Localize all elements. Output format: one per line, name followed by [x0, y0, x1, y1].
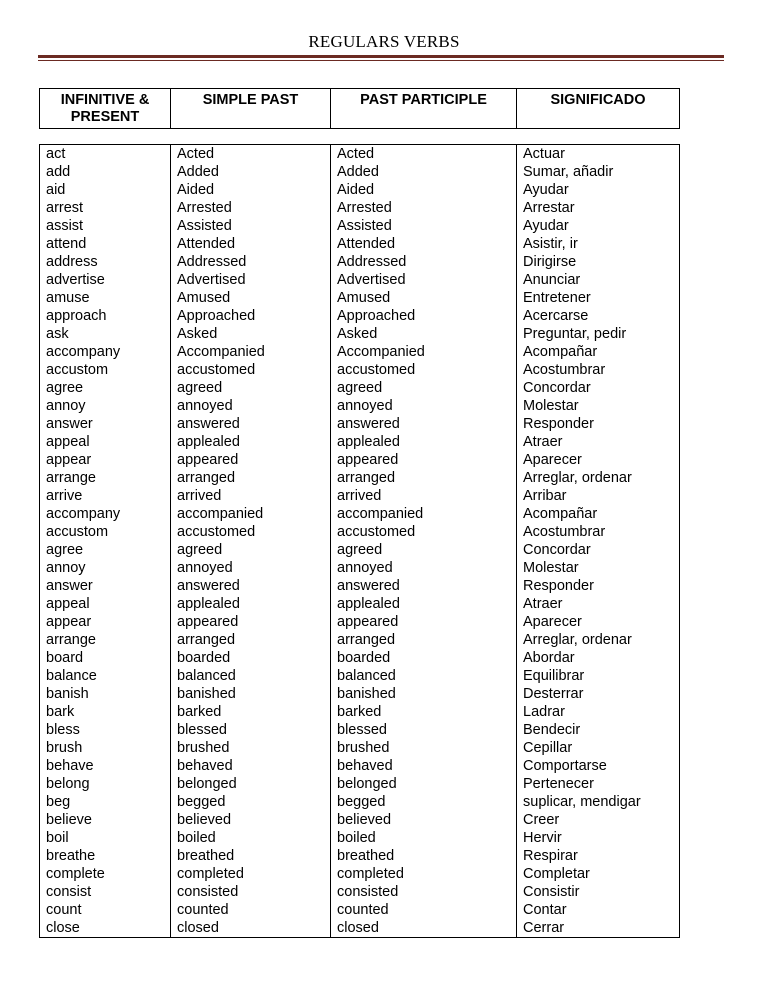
- past-participle-cell: Arrested: [331, 199, 517, 217]
- significado-cell: Concordar: [517, 379, 680, 397]
- simple-past-cell: barked: [171, 703, 331, 721]
- infinitive-cell: act: [40, 145, 171, 164]
- significado-cell: Actuar: [517, 145, 680, 164]
- past-participle-cell: Acted: [331, 145, 517, 164]
- simple-past-cell: brushed: [171, 739, 331, 757]
- table-row: [40, 847, 680, 865]
- significado-cell: Respirar: [517, 847, 680, 865]
- table-row: [40, 883, 680, 901]
- significado-cell: Comportarse: [517, 757, 680, 775]
- infinitive-cell: behave: [40, 757, 171, 775]
- infinitive-cell: bark: [40, 703, 171, 721]
- past-participle-cell: arranged: [331, 469, 517, 487]
- infinitive-cell: arrest: [40, 199, 171, 217]
- simple-past-cell: agreed: [171, 379, 331, 397]
- significado-cell: Responder: [517, 415, 680, 433]
- significado-cell: Responder: [517, 577, 680, 595]
- table-row: [40, 595, 680, 613]
- past-participle-cell: completed: [331, 865, 517, 883]
- past-participle-cell: accustomed: [331, 361, 517, 379]
- infinitive-cell: attend: [40, 235, 171, 253]
- significado-cell: Arrestar: [517, 199, 680, 217]
- table-row: [40, 289, 680, 307]
- table-row: [40, 901, 680, 919]
- infinitive-cell: amuse: [40, 289, 171, 307]
- past-participle-cell: counted: [331, 901, 517, 919]
- header-table: [39, 88, 680, 129]
- simple-past-cell: counted: [171, 901, 331, 919]
- table-row: [40, 253, 680, 271]
- past-participle-cell: answered: [331, 577, 517, 595]
- table-row: [40, 181, 680, 199]
- infinitive-cell: agree: [40, 379, 171, 397]
- past-participle-cell: boarded: [331, 649, 517, 667]
- significado-cell: Ayudar: [517, 217, 680, 235]
- past-participle-cell: applealed: [331, 433, 517, 451]
- past-participle-cell: closed: [331, 919, 517, 938]
- significado-cell: Aparecer: [517, 451, 680, 469]
- table-row: [40, 865, 680, 883]
- past-participle-cell: Addressed: [331, 253, 517, 271]
- simple-past-cell: accustomed: [171, 361, 331, 379]
- header-infinitive: INFINITIVE & PRESENT: [40, 89, 171, 129]
- title-rule-thin: [38, 60, 724, 61]
- table-row: [40, 343, 680, 361]
- past-participle-cell: blessed: [331, 721, 517, 739]
- infinitive-cell: assist: [40, 217, 171, 235]
- significado-cell: Arreglar, ordenar: [517, 631, 680, 649]
- infinitive-cell: approach: [40, 307, 171, 325]
- past-participle-cell: annoyed: [331, 559, 517, 577]
- past-participle-cell: applealed: [331, 595, 517, 613]
- infinitive-cell: annoy: [40, 559, 171, 577]
- past-participle-cell: consisted: [331, 883, 517, 901]
- infinitive-cell: answer: [40, 415, 171, 433]
- infinitive-cell: accustom: [40, 361, 171, 379]
- simple-past-cell: closed: [171, 919, 331, 938]
- past-participle-cell: Amused: [331, 289, 517, 307]
- table-row: [40, 559, 680, 577]
- infinitive-cell: banish: [40, 685, 171, 703]
- significado-cell: Cerrar: [517, 919, 680, 938]
- significado-cell: Equilibrar: [517, 667, 680, 685]
- infinitive-cell: advertise: [40, 271, 171, 289]
- infinitive-cell: appeal: [40, 433, 171, 451]
- simple-past-cell: Advertised: [171, 271, 331, 289]
- simple-past-cell: begged: [171, 793, 331, 811]
- table-row: [40, 199, 680, 217]
- past-participle-cell: Approached: [331, 307, 517, 325]
- past-participle-cell: agreed: [331, 379, 517, 397]
- simple-past-cell: appeared: [171, 613, 331, 631]
- table-row: [40, 361, 680, 379]
- simple-past-cell: boarded: [171, 649, 331, 667]
- past-participle-cell: belonged: [331, 775, 517, 793]
- infinitive-cell: agree: [40, 541, 171, 559]
- infinitive-cell: arrange: [40, 469, 171, 487]
- table-row: [40, 217, 680, 235]
- header-simple-past: SIMPLE PAST: [171, 89, 331, 129]
- infinitive-cell: accompany: [40, 343, 171, 361]
- significado-cell: Acostumbrar: [517, 523, 680, 541]
- simple-past-cell: accustomed: [171, 523, 331, 541]
- significado-cell: Entretener: [517, 289, 680, 307]
- table-row: [40, 757, 680, 775]
- significado-cell: Pertenecer: [517, 775, 680, 793]
- table-row: [40, 505, 680, 523]
- header-past-participle: PAST PARTICIPLE: [331, 89, 517, 129]
- simple-past-cell: Attended: [171, 235, 331, 253]
- table-row: [40, 613, 680, 631]
- simple-past-cell: Accompanied: [171, 343, 331, 361]
- simple-past-cell: applealed: [171, 595, 331, 613]
- past-participle-cell: balanced: [331, 667, 517, 685]
- past-participle-cell: Asked: [331, 325, 517, 343]
- past-participle-cell: appeared: [331, 451, 517, 469]
- significado-cell: Acercarse: [517, 307, 680, 325]
- simple-past-cell: belonged: [171, 775, 331, 793]
- header-significado: SIGNIFICADO: [517, 89, 680, 129]
- infinitive-cell: belong: [40, 775, 171, 793]
- table-row: [40, 829, 680, 847]
- table-row: [40, 487, 680, 505]
- table-row: [40, 397, 680, 415]
- table-row: [40, 811, 680, 829]
- simple-past-cell: Aided: [171, 181, 331, 199]
- past-participle-cell: arranged: [331, 631, 517, 649]
- simple-past-cell: appeared: [171, 451, 331, 469]
- table-row: [40, 451, 680, 469]
- infinitive-cell: arrange: [40, 631, 171, 649]
- infinitive-cell: bless: [40, 721, 171, 739]
- simple-past-cell: annoyed: [171, 397, 331, 415]
- significado-cell: Acostumbrar: [517, 361, 680, 379]
- table-row: [40, 649, 680, 667]
- significado-cell: Arreglar, ordenar: [517, 469, 680, 487]
- significado-cell: Ayudar: [517, 181, 680, 199]
- significado-cell: Molestar: [517, 397, 680, 415]
- table-row: [40, 379, 680, 397]
- infinitive-cell: add: [40, 163, 171, 181]
- simple-past-cell: Amused: [171, 289, 331, 307]
- table-row: [40, 919, 680, 938]
- table-row: [40, 739, 680, 757]
- table-row: [40, 667, 680, 685]
- infinitive-cell: arrive: [40, 487, 171, 505]
- past-participle-cell: breathed: [331, 847, 517, 865]
- simple-past-cell: Arrested: [171, 199, 331, 217]
- header-row: [40, 89, 680, 129]
- simple-past-cell: boiled: [171, 829, 331, 847]
- simple-past-cell: banished: [171, 685, 331, 703]
- infinitive-cell: complete: [40, 865, 171, 883]
- table-row: [40, 523, 680, 541]
- infinitive-cell: appear: [40, 451, 171, 469]
- simple-past-cell: Added: [171, 163, 331, 181]
- simple-past-cell: Acted: [171, 145, 331, 164]
- simple-past-cell: breathed: [171, 847, 331, 865]
- past-participle-cell: accustomed: [331, 523, 517, 541]
- significado-cell: Acompañar: [517, 505, 680, 523]
- past-participle-cell: banished: [331, 685, 517, 703]
- past-participle-cell: Accompanied: [331, 343, 517, 361]
- significado-cell: Completar: [517, 865, 680, 883]
- verbs-table: [39, 144, 680, 938]
- table-row: [40, 145, 680, 164]
- significado-cell: suplicar, mendigar: [517, 793, 680, 811]
- infinitive-cell: appeal: [40, 595, 171, 613]
- table-row: [40, 433, 680, 451]
- past-participle-cell: begged: [331, 793, 517, 811]
- infinitive-cell: count: [40, 901, 171, 919]
- simple-past-cell: Assisted: [171, 217, 331, 235]
- table-row: [40, 631, 680, 649]
- significado-cell: Cepillar: [517, 739, 680, 757]
- past-participle-cell: accompanied: [331, 505, 517, 523]
- past-participle-cell: Advertised: [331, 271, 517, 289]
- significado-cell: Bendecir: [517, 721, 680, 739]
- infinitive-cell: balance: [40, 667, 171, 685]
- simple-past-cell: agreed: [171, 541, 331, 559]
- simple-past-cell: Approached: [171, 307, 331, 325]
- simple-past-cell: applealed: [171, 433, 331, 451]
- table-row: [40, 415, 680, 433]
- significado-cell: Arribar: [517, 487, 680, 505]
- infinitive-cell: accustom: [40, 523, 171, 541]
- significado-cell: Hervir: [517, 829, 680, 847]
- past-participle-cell: annoyed: [331, 397, 517, 415]
- table-row: [40, 307, 680, 325]
- significado-cell: Preguntar, pedir: [517, 325, 680, 343]
- significado-cell: Consistir: [517, 883, 680, 901]
- significado-cell: Creer: [517, 811, 680, 829]
- table-row: [40, 721, 680, 739]
- simple-past-cell: blessed: [171, 721, 331, 739]
- significado-cell: Acompañar: [517, 343, 680, 361]
- past-participle-cell: believed: [331, 811, 517, 829]
- page-title: REGULARS VERBS: [308, 32, 460, 51]
- table-row: [40, 703, 680, 721]
- table-row: [40, 775, 680, 793]
- simple-past-cell: accompanied: [171, 505, 331, 523]
- simple-past-cell: annoyed: [171, 559, 331, 577]
- simple-past-cell: arranged: [171, 469, 331, 487]
- significado-cell: Desterrar: [517, 685, 680, 703]
- infinitive-cell: brush: [40, 739, 171, 757]
- significado-cell: Atraer: [517, 433, 680, 451]
- infinitive-cell: board: [40, 649, 171, 667]
- significado-cell: Anunciar: [517, 271, 680, 289]
- significado-cell: Asistir, ir: [517, 235, 680, 253]
- table-row: [40, 793, 680, 811]
- past-participle-cell: agreed: [331, 541, 517, 559]
- significado-cell: Aparecer: [517, 613, 680, 631]
- verbs-table-body: [40, 145, 680, 938]
- simple-past-cell: arrived: [171, 487, 331, 505]
- significado-cell: Dirigirse: [517, 253, 680, 271]
- significado-cell: Sumar, añadir: [517, 163, 680, 181]
- table-row: [40, 685, 680, 703]
- simple-past-cell: balanced: [171, 667, 331, 685]
- infinitive-cell: believe: [40, 811, 171, 829]
- infinitive-cell: boil: [40, 829, 171, 847]
- simple-past-cell: answered: [171, 577, 331, 595]
- significado-cell: Contar: [517, 901, 680, 919]
- simple-past-cell: Asked: [171, 325, 331, 343]
- past-participle-cell: Attended: [331, 235, 517, 253]
- past-participle-cell: answered: [331, 415, 517, 433]
- simple-past-cell: Addressed: [171, 253, 331, 271]
- title-rule-thick: [38, 55, 724, 58]
- table-row: [40, 325, 680, 343]
- table-row: [40, 577, 680, 595]
- significado-cell: Molestar: [517, 559, 680, 577]
- infinitive-cell: address: [40, 253, 171, 271]
- past-participle-cell: arrived: [331, 487, 517, 505]
- past-participle-cell: Aided: [331, 181, 517, 199]
- table-row: [40, 271, 680, 289]
- significado-cell: Concordar: [517, 541, 680, 559]
- infinitive-cell: answer: [40, 577, 171, 595]
- simple-past-cell: arranged: [171, 631, 331, 649]
- significado-cell: Abordar: [517, 649, 680, 667]
- past-participle-cell: appeared: [331, 613, 517, 631]
- infinitive-cell: consist: [40, 883, 171, 901]
- past-participle-cell: brushed: [331, 739, 517, 757]
- infinitive-cell: annoy: [40, 397, 171, 415]
- simple-past-cell: behaved: [171, 757, 331, 775]
- table-row: [40, 235, 680, 253]
- table-row: [40, 163, 680, 181]
- infinitive-cell: appear: [40, 613, 171, 631]
- past-participle-cell: behaved: [331, 757, 517, 775]
- infinitive-cell: accompany: [40, 505, 171, 523]
- past-participle-cell: barked: [331, 703, 517, 721]
- significado-cell: Atraer: [517, 595, 680, 613]
- simple-past-cell: consisted: [171, 883, 331, 901]
- simple-past-cell: answered: [171, 415, 331, 433]
- simple-past-cell: completed: [171, 865, 331, 883]
- infinitive-cell: ask: [40, 325, 171, 343]
- simple-past-cell: believed: [171, 811, 331, 829]
- significado-cell: Ladrar: [517, 703, 680, 721]
- past-participle-cell: boiled: [331, 829, 517, 847]
- infinitive-cell: breathe: [40, 847, 171, 865]
- infinitive-cell: beg: [40, 793, 171, 811]
- infinitive-cell: close: [40, 919, 171, 938]
- table-row: [40, 541, 680, 559]
- past-participle-cell: Added: [331, 163, 517, 181]
- past-participle-cell: Assisted: [331, 217, 517, 235]
- infinitive-cell: aid: [40, 181, 171, 199]
- table-row: [40, 469, 680, 487]
